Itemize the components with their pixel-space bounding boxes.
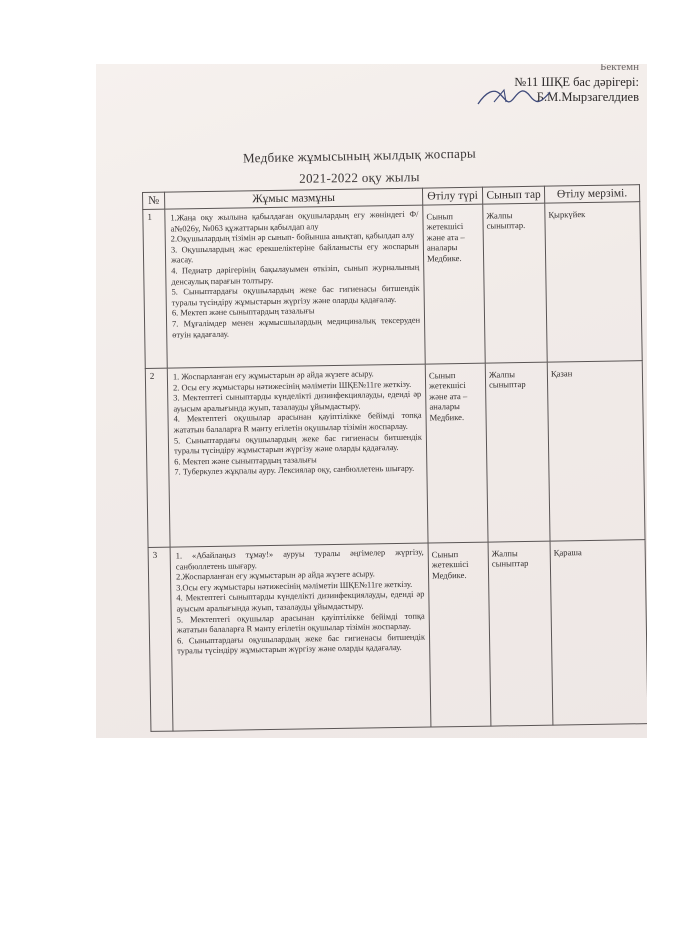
content-item: 7. Туберкулез жұқпалы ауру. Лексиялар оқу, санбюллетень шығару. — [174, 464, 415, 477]
content-item: 6. Мектеп және сыныптардың тазалығы — [174, 455, 317, 467]
row-content — [170, 543, 431, 731]
content-item: 4. Мектептегі оқушылар арасынан қауіптілікке бейімді топқа жататын балаларға R манту егілетін оқушылар тізімін жоспарлау. — [173, 411, 422, 435]
content-item: 6. Мектеп және сыныптардың тазалығы — [171, 306, 315, 318]
row-form: Сынып жетекшісі және ата – аналары Медбике. — [425, 363, 488, 543]
row-form: Сынып жетекшісі Медбике. — [428, 542, 491, 727]
content-item: 1. «Абайлаңыз тұмау!» ауруы туралы әңгімелер жүргізу, санбюллетень шығару. — [175, 547, 424, 572]
approval-line-0: Бектемн — [600, 64, 639, 73]
content-item: 2.Жоспарланған егу жұмыстарын әр айда жүзеге асыру. — [175, 569, 375, 582]
content-item: 5. Мектептегі оқушылар арасынан қауіптілікке бейімді топқа жататын балаларға R манту егілетін оқушылар тізімін жоспарлау. — [176, 611, 425, 635]
document-photo — [96, 64, 647, 738]
content-item: 5. Сыныптардағы оқушылардың жеке бас гигиенасы битшендік туралы түсіндіру жұмыстарын жүргізу және оларды қадағалау. — [173, 432, 422, 456]
header-content: Жұмыс мазмұны — [165, 188, 423, 209]
content-item: 7. Мұғалімдер менен жұмысшылардың медициналық тексеруден өтуін қадағалау. — [172, 315, 421, 340]
row-content — [165, 205, 425, 368]
row-classes: Жалпы сыныптар — [488, 541, 553, 726]
row-classes: Жалпы сыныптар. — [483, 203, 547, 363]
signature-icon — [474, 84, 554, 110]
row-number: 3 — [148, 547, 173, 731]
content-item: 1.Жаңа оқу жылына қабылдаған оқушылардың егу жөніндегі Ф/а№026у, №063 құжаттарын қабылдап алу — [170, 209, 419, 234]
row-number: 2 — [145, 368, 170, 547]
content-item: 4. Мектептегі сыныптарды күнделікті дизинфекциялауды, еденді әр ауысым аралығында жуып, тазалауды ұйымдастыру. — [176, 589, 425, 614]
document-subtitle: 2021-2022 оқу жылы — [299, 169, 420, 186]
content-item: 3. Оқушылардың жас ерекшеліктеріне байланысты егу жоспарын жасау. — [170, 241, 419, 265]
row-number: 1 — [143, 209, 167, 368]
document-title: Медбике жұмысының жылдық жоспары — [242, 145, 477, 166]
content-item: 6. Сыныптардағы оқушылардың жеке бас гигиенасы битшендік туралы түсіндіру жұмыстарын жүргізу және оларды қадағалау. — [176, 632, 426, 656]
content-item: 5. Сыныптардағы оқушылардың жеке бас гигиенасы битшендік туралы түсіндіру жұмыстарын жүргізу және оларды қадағалау. — [171, 283, 420, 308]
approval-line-1: №11 ШҚЕ бас дәрігері: — [514, 75, 639, 89]
row-content — [167, 364, 428, 547]
header-form: Өтілу түрі — [422, 187, 482, 205]
row-term: Қазан — [547, 361, 645, 541]
row-form: Сынып жетекшісі және ата – аналары Медбике. — [423, 204, 485, 364]
content-item: 3.Осы егу жұмыстары нәтижесінің мәліметін ШҚЕ№11ге жеткізу. — [176, 579, 413, 593]
row-term: Қыркүйек — [545, 202, 642, 362]
content-item: 2. Осы егу жұмыстары нәтижесінің мәліметін ШҚЕ№11ге жеткізу. — [173, 379, 412, 393]
table-row — [143, 202, 642, 369]
content-item: 3. Мектептегі сыныптарды күнделікті дизинфекциялауды, еденді әр ауысым аралығында жуып, тазалауды ұйымдастыру. — [173, 389, 422, 414]
table-row — [145, 361, 645, 548]
header-number: № — [143, 192, 165, 209]
row-classes: Жалпы сыныптар — [485, 362, 550, 542]
plan-table — [142, 184, 647, 732]
header-classes: Сынып тар — [482, 186, 544, 204]
content-item: 1. Жоспарланған егу жұмыстарын әр айда жүзеге асыру. — [172, 369, 374, 382]
content-item: 4. Педиатр дәрігерінің бақылауымен өткізіп, сынып журналының денсаулық парағын толтыру. — [171, 262, 420, 287]
content-item: 2.Оқушылардың тізімін әр сынып- бойынша анықтап, қабылдап алу — [170, 230, 415, 244]
table-row — [148, 540, 647, 732]
row-term: Қараша — [550, 540, 647, 725]
header-term: Өтілу мерзімі. — [544, 185, 639, 203]
approval-line-2: Б.М.Мырзагелдиев — [536, 90, 639, 104]
